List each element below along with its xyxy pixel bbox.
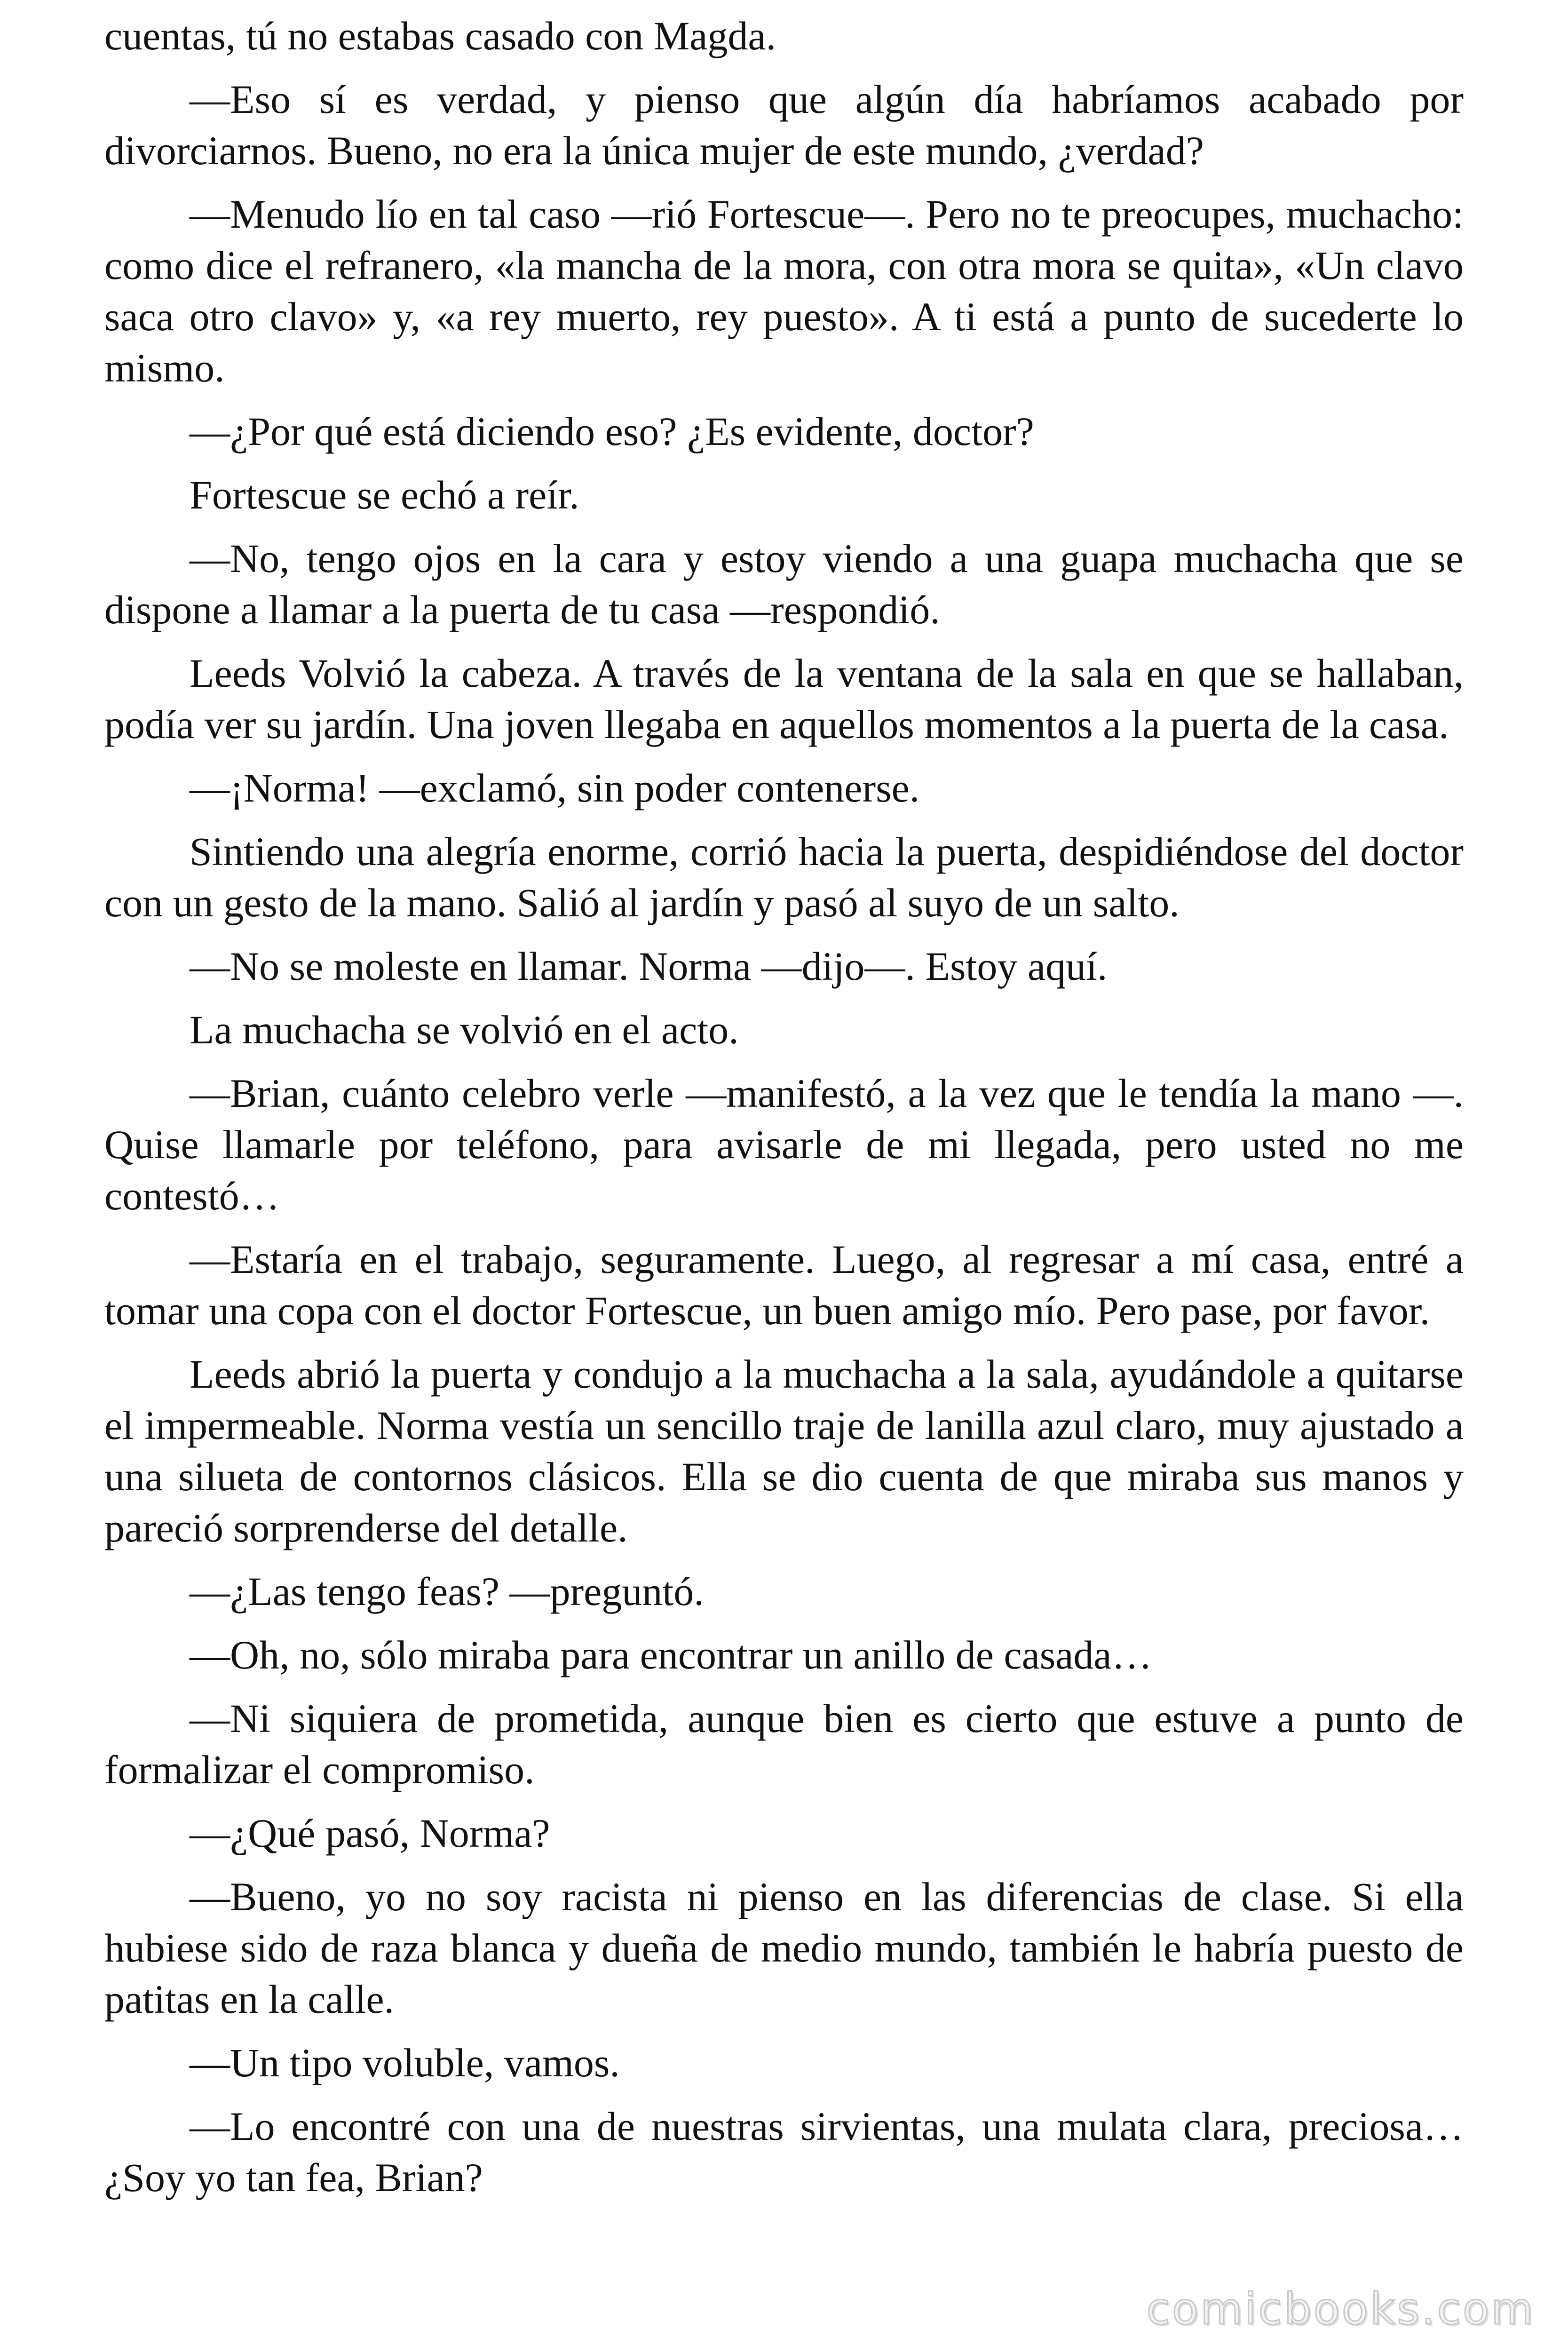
- paragraph: —No, tengo ojos en la cara y estoy viendo a una guapa muchacha que se dispone a llamar a la puerta de tu casa —respondió.: [104, 536, 1464, 632]
- paragraph: —Un tipo voluble, vamos.: [190, 2040, 620, 2085]
- paragraph: —No se moleste en llamar. Norma —dijo—. Estoy aquí.: [190, 944, 1108, 989]
- paragraph: —Oh, no, sólo miraba para encontrar un anillo de casada…: [190, 1632, 1152, 1677]
- paragraph: Leeds abrió la puerta y condujo a la muchacha a la sala, ayudándole a quitarse el impermeable. Norma vestía un sencillo traje de lanilla azul claro, muy ajustado a una silueta de contornos clásicos. Ella se dio cuenta de que miraba sus manos y pareció sorprenderse del detalle.: [104, 1351, 1464, 1550]
- paragraph: —Bueno, yo no soy racista ni pienso en las diferencias de clase. Si ella hubiese sido de raza blanca y dueña de medio mundo, también le habría puesto de patitas en la calle.: [104, 1874, 1464, 2022]
- paragraph: —¿Por qué está diciendo eso? ¿Es evidente, doctor?: [190, 409, 1034, 454]
- paragraph-continuation: cuentas, tú no estabas casado con Magda.: [104, 13, 776, 58]
- paragraph: —Menudo lío en tal caso —rió Fortescue—. Pero no te preocupes, muchacho: como dice el refranero, «la mancha de la mora, con otra mora se quita», «Un clavo saca otro clavo» y, «a rey muerto, rey puesto». A ti está a punto de sucederte lo mismo.: [104, 191, 1464, 390]
- paragraph: Leeds Volvió la cabeza. A través de la ventana de la sala en que se hallaban, podía ver su jardín. Una joven llegaba en aquellos momentos a la puerta de la casa.: [104, 651, 1464, 747]
- paragraph: —Eso sí es verdad, y pienso que algún día habríamos acabado por divorciarnos. Bueno, no era la única mujer de este mundo, ¿verdad?: [104, 77, 1464, 173]
- watermark: comicbooks.com: [1146, 2284, 1535, 2334]
- paragraph: —¿Las tengo feas? —preguntó.: [190, 1569, 704, 1614]
- paragraph: —¡Norma! —exclamó, sin poder contenerse.: [190, 765, 920, 810]
- paragraph: Sintiendo una alegría enorme, corrió hacia la puerta, despidiéndose del doctor con un gesto de la mano. Salió al jardín y pasó al suyo de un salto.: [104, 829, 1464, 925]
- paragraph: —Brian, cuánto celebro verle —manifestó, a la vez que le tendía la mano —. Quise llamarle por teléfono, para avisarle de mi llegada, pero usted no me contestó…: [104, 1071, 1464, 1218]
- body-text: [104, 10, 1464, 2216]
- paragraph: —¿Qué pasó, Norma?: [190, 1811, 550, 1856]
- paragraph: La muchacha se volvió en el acto.: [190, 1007, 739, 1052]
- paragraph: —Ni siquiera de prometida, aunque bien es cierto que estuve a punto de formalizar el compromiso.: [104, 1696, 1464, 1792]
- paragraph: —Estaría en el trabajo, seguramente. Luego, al regresar a mí casa, entré a tomar una copa con el doctor Fortescue, un buen amigo mío. Pero pase, por favor.: [104, 1237, 1464, 1333]
- paragraph: —Lo encontré con una de nuestras sirvientas, una mulata clara, preciosa… ¿Soy yo tan fea, Brian?: [104, 2104, 1464, 2200]
- paragraph: Fortescue se echó a reír.: [190, 472, 579, 517]
